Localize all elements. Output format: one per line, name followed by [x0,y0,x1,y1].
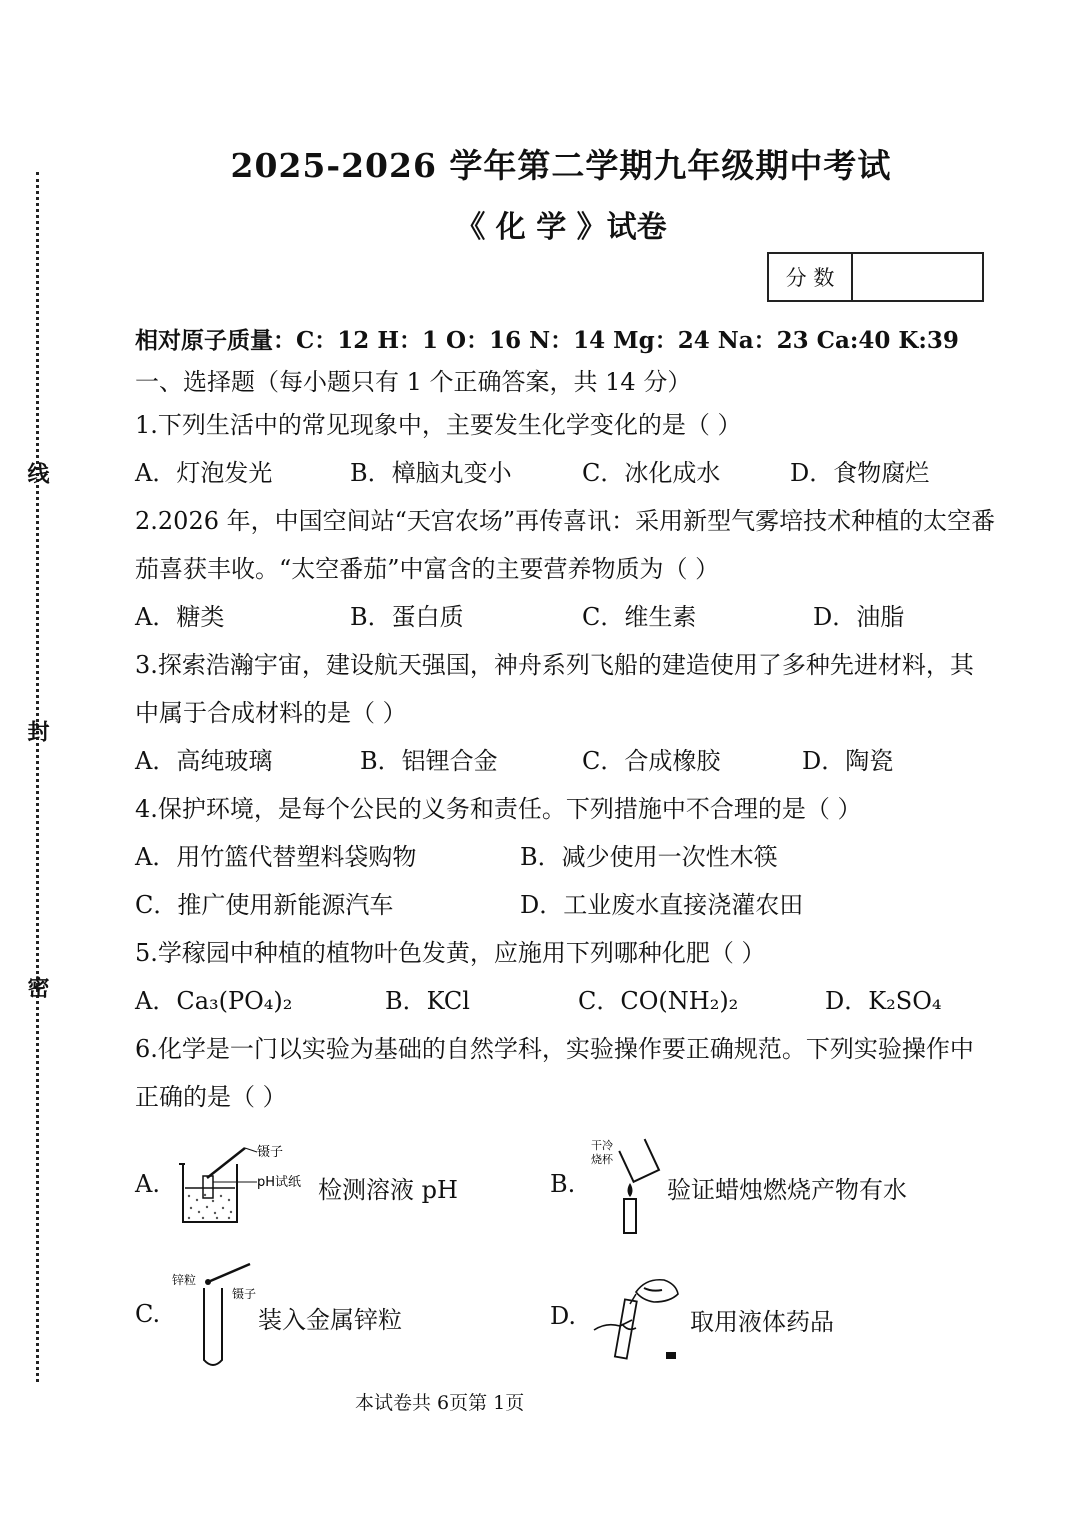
candle-beaker-figure [585,1135,665,1235]
beaker-label: 烧杯 [591,1153,613,1166]
q4-option-c: C．推广使用新能源汽车 [135,891,394,919]
q2-option-b: B．蛋白质 [350,603,464,631]
q6-option-a-letter: A. [135,1170,160,1198]
q5-option-c: C．CO(NH₂)₂ [578,987,739,1015]
q2-option-a: A．糖类 [135,603,225,631]
question-6-stem-line1: 6.化学是一门以实验为基础的自然学科，实验操作要正确规范。下列实验操作中 [135,1035,974,1063]
q6-option-d-letter: D. [550,1302,577,1330]
question-2-stem-line1: 2.2026 年，中国空间站“天宫农场”再传喜讯：采用新型气雾培技术种植的太空番 [135,507,996,535]
score-label: 分 数 [769,254,853,300]
q4-option-b: B．减少使用一次性木筷 [520,843,778,871]
q3-option-c: C．合成橡胶 [582,747,721,775]
score-field[interactable] [853,254,982,300]
q3-option-b: B．铝锂合金 [360,747,498,775]
q5-option-a: A．Ca₃(PO₄)₂ [135,987,293,1015]
q4-option-d: D．工业废水直接浇灌农田 [520,891,804,919]
q6-option-d-text: 取用液体药品 [690,1308,834,1336]
q3-option-a: A．高纯玻璃 [135,747,273,775]
q2-option-d: D．油脂 [813,603,905,631]
q6-option-b-letter: B. [550,1170,576,1198]
q6-option-c-text: 装入金属锌粒 [258,1306,402,1334]
q3-option-d: D．陶瓷 [802,747,894,775]
exam-title: 2025-2026 学年第二学期九年级期中考试 [230,146,892,185]
q2-option-c: C．维生素 [582,603,697,631]
score-box [767,252,984,302]
q5-option-b: B．KCl [385,987,470,1015]
question-1-stem: 1.下列生活中的常见现象中，主要发生化学变化的是（ ） [135,411,742,439]
liquid-pouring-figure [592,1270,692,1365]
zinc-granule-label: 锌粒 [172,1273,197,1287]
page-footer: 本试卷共 6页第 1页 [355,1392,525,1414]
question-4-stem: 4.保护环境，是每个公民的义务和责任。下列措施中不合理的是（ ） [135,795,862,823]
q5-option-d: D．K₂SO₄ [825,987,942,1015]
exam-subtitle: 《 化 学 》试卷 [455,210,667,245]
q4-option-a: A．用竹篮代替塑料袋购物 [135,843,417,871]
tweezers-label-c: 镊子 [232,1287,257,1301]
question-2-stem-line2: 茄喜获丰收。“太空番茄”中富含的主要营养物质为（ ） [135,555,720,583]
q6-option-a-text: 检测溶液 pH [318,1176,458,1204]
binding-mark-xian: 线 [24,462,50,484]
q1-option-c: C．冰化成水 [582,459,721,487]
binding-mark-mi: 密 [24,976,50,998]
binding-mark-feng: 封 [24,720,50,742]
tweezers-label: 镊子 [257,1145,284,1160]
dry-cold-label: 干冷 [591,1139,613,1152]
question-3-stem-line2: 中属于合成材料的是（ ） [135,699,407,727]
binding-dotted-line [36,172,39,1382]
q6-option-c-letter: C. [135,1300,161,1328]
question-5-stem: 5.学稼园中种植的植物叶色发黄，应施用下列哪种化肥（ ） [135,939,766,967]
ph-paper-label: pH试纸 [257,1175,302,1190]
atomic-masses: 相对原子质量：C：12 H：1 O：16 N：14 Mg：24 Na：23 Ca:40 K:39 [135,327,959,354]
q1-option-a: A．灯泡发光 [135,459,273,487]
q6-option-b-text: 验证蜡烛燃烧产物有水 [667,1176,907,1204]
ph-test-beaker-figure [175,1138,315,1228]
question-6-stem-line2: 正确的是（ ） [135,1083,287,1111]
q1-option-d: D．食物腐烂 [790,459,930,487]
zinc-test-tube-figure [170,1260,260,1372]
question-3-stem-line1: 3.探索浩瀚宇宙，建设航天强国，神舟系列飞船的建造使用了多种先进材料，其 [135,651,974,679]
section-heading: 一、选择题（每小题只有 1 个正确答案，共 14 分） [135,368,692,396]
q1-option-b: B．樟脑丸变小 [350,459,512,487]
